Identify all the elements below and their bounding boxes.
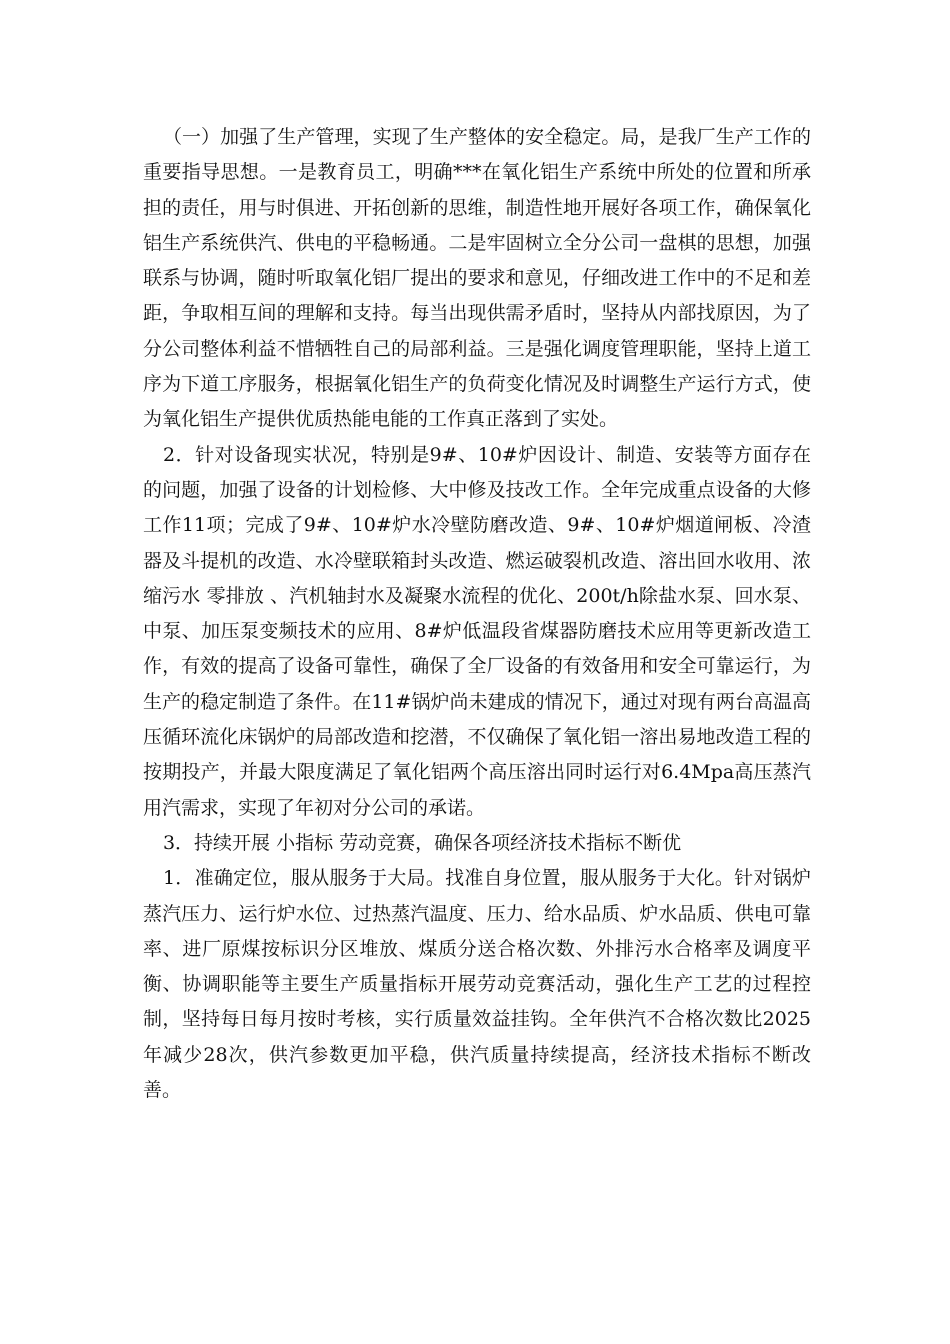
paragraph-production-management: （一）加强了生产管理，实现了生产整体的安全稳定。局，是我厂生产工作的重要指导思想。一是教育员工，明确***在氧化铝生产系统中所处的位置和所承担的责任，用与时俱进、开拓创新的思维，制造性地开展好各项工作，确保氧化铝生产系统供汽、供电的平稳畅通。二是牢固树立全分公司一盘棋的思想，加强联系与协调，随时听取氧化铝厂提出的要求和意见，仔细改进工作中的不足和差距，争取相互间的理解和支持。每当出现供需矛盾时，坚持从内部找原因，为了分公司整体利益不惜牺牲自己的局部利益。三是强化调度管理职能，坚持上道工序为下道工序服务，根据氧化铝生产的负荷变化情况及时调整生产运行方式，使为氧化铝生产提供优质热能电能的工作真正落到了实处。 [143, 126, 811, 431]
paragraph-labor-competition-heading: 3．持续开展 小指标 劳动竞赛，确保各项经济技术指标不断优 [162, 831, 682, 854]
document-body [143, 120, 811, 1108]
paragraph-accurate-positioning: 1．准确定位，服从服务于大局。找准自身位置，服从服务于大化。针对锅炉蒸汽压力、运行炉水位、过热蒸汽温度、压力、给水品质、炉水品质、供电可靠率、进厂原煤按标识分区堆放、煤质分送合格次数、外排污水合格率及调度平衡、协调职能等主要生产质量指标开展劳动竞赛活动，强化生产工艺的过程控制，坚持每日每月按时考核，实行质量效益挂钩。全年供汽不合格次数比2025年减少28次，供汽参数更加平稳，供汽质量持续提高，经济技术指标不断改善。 [143, 867, 811, 1102]
paragraph-equipment-maintenance: 2．针对设备现实状况，特别是9#、10#炉因设计、制造、安装等方面存在的问题，加强了设备的计划检修、大中修及技改工作。全年完成重点设备的大修工作11项；完成了9#、10#炉水冷壁防磨改造、9#、10#炉烟道闸板、冷渣器及斗提机的改造、水冷壁联箱封头改造、燃运破裂机改造、溶出回水收用、浓缩污水 零排放 、汽机轴封水及凝聚水流程的优化、200t/h除盐水泵、回水泵、中泵、加压泵变频技术的应用、8#炉低温段省煤器防磨技术应用等更新改造工作，有效的提高了设备可靠性，确保了全厂设备的有效备用和安全可靠运行，为生产的稳定制造了条件。在11#锅炉尚未建成的情况下，通过对现有两台高温高压循环流化床锅炉的局部改造和挖潜，不仅确保了氧化铝一溶出易地改造工程的按期投产，并最大限度满足了氧化铝两个高压溶出同时运行对6.4Mpa高压蒸汽用汽需求，实现了年初对分公司的承诺。 [143, 443, 811, 819]
